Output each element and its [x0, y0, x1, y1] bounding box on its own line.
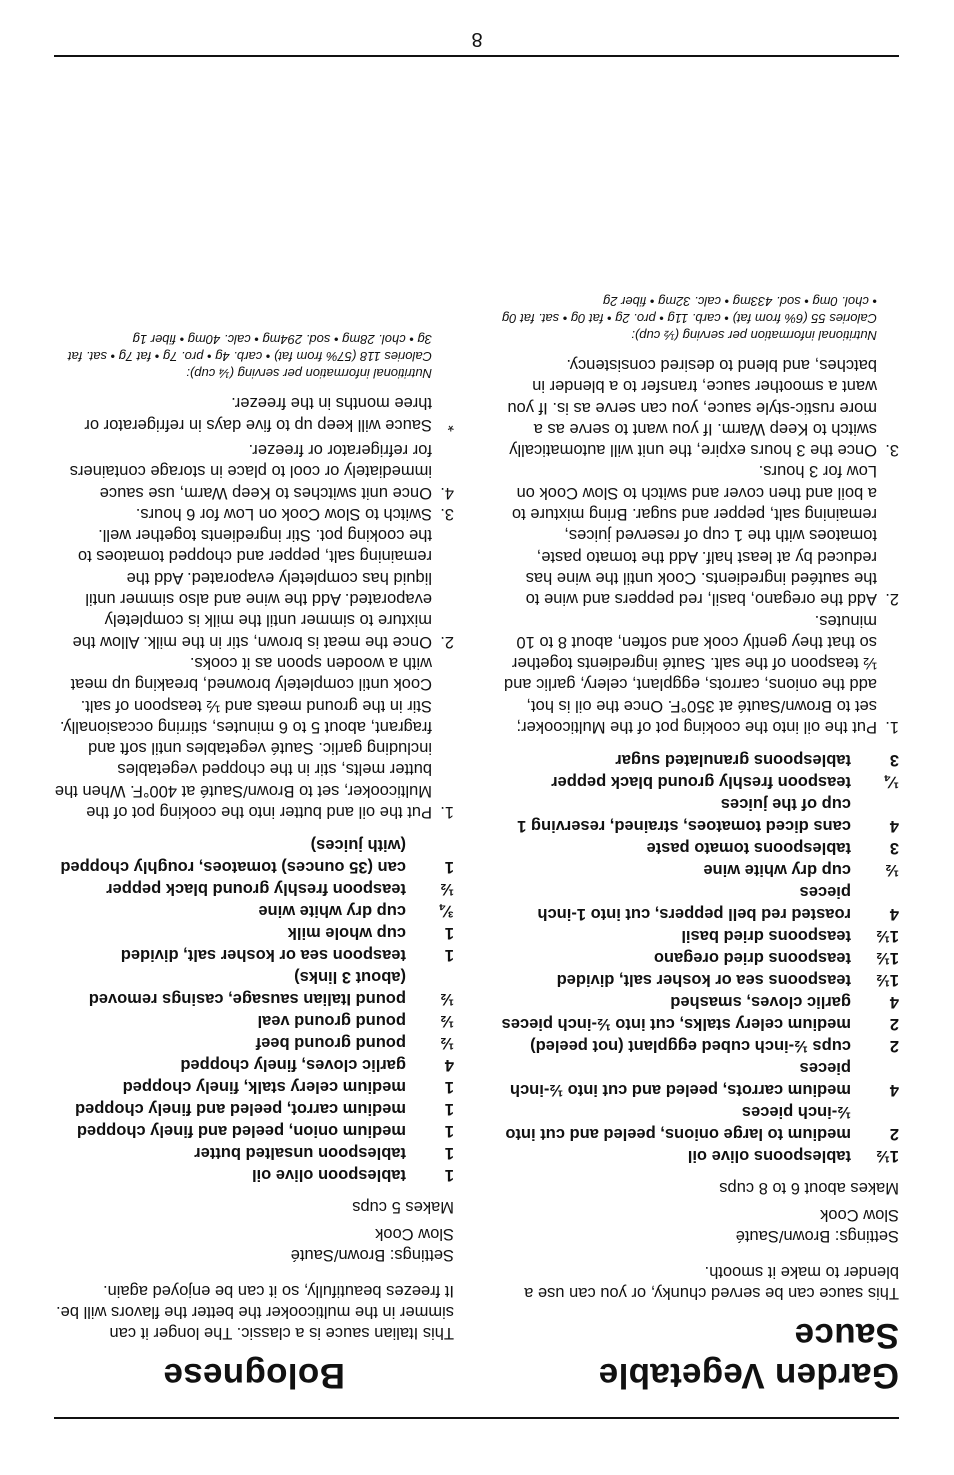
garden-sauce-column: [499, 293, 899, 1395]
ingredient-text: tablespoons olive oil: [687, 1147, 851, 1165]
ingredient-text: garlic cloves, finely chopped: [180, 1056, 406, 1074]
ingredient-qty: 2: [889, 1015, 899, 1033]
ingredient-text: tablespoons tomato paste: [646, 839, 851, 857]
ingredient-text: can (35 ounces) tomatoes, roughly chopped (with juices): [60, 836, 406, 876]
ingredient-row: [499, 1035, 899, 1057]
top-rule: [54, 1417, 899, 1419]
ingredient-row: [54, 966, 454, 1010]
settings-line: Slow Cook: [820, 1206, 899, 1224]
note-mark: *: [447, 415, 454, 434]
ingredient-row: [499, 1057, 899, 1101]
ingredient-text: pound ground beef: [255, 1034, 406, 1052]
ingredient-qty: 1: [444, 1166, 454, 1184]
ingredient-row: [54, 1076, 454, 1098]
ingredient-text: cups ½-inch cubed eggplant (not peeled): [530, 1037, 851, 1055]
ingredient-qty: ¾: [440, 902, 454, 920]
step: [499, 354, 899, 460]
ingredient-text: cup dry white wine: [258, 902, 406, 920]
step-text: Once the 3 hours expire, the unit will automatically switch to Keep Warm. If you want to serve as a more rustic-style sauce, you can serve as is. If you want a smoother sauce, transfer to a blender in batches, and blend to desired consistency.: [507, 355, 877, 460]
ingredient-qty: 1: [444, 1144, 454, 1162]
ingredient-qty: ½: [440, 990, 454, 1008]
step-text: Switch to Slow Cook on Low for 6 hours.: [135, 504, 432, 523]
step-number: 2.: [885, 590, 899, 609]
bolognese-column: [54, 331, 454, 1395]
ingredient-qty: 1: [444, 946, 454, 964]
page-number: 8: [471, 28, 483, 50]
ingredient-qty: 1: [444, 1122, 454, 1140]
ingredient-qty: 1: [444, 858, 454, 876]
ingredient-text: teaspoons dried basil: [681, 927, 851, 945]
ingredient-row: [54, 1032, 454, 1054]
ingredient-qty: 3: [889, 751, 899, 769]
ingredient-text: teaspoon sea or kosher salt, divided: [120, 946, 406, 964]
step-number: 1.: [885, 718, 899, 736]
ingredient-row: [54, 834, 454, 878]
ingredient-row: [499, 793, 899, 837]
ingredient-text: medium onion, peeled and finely chopped: [76, 1122, 406, 1140]
ingredient-row: [499, 991, 899, 1013]
ingredient-row: [499, 771, 899, 793]
ingredient-row: [499, 969, 899, 991]
step-text: Once the meat is brown, stir in the milk. Allow the mixture to simmer until the milk is completely evaporated. Add the wine and also simmer until liquid has completely evaporated. Add the remaining salt, pepper and chopped tomatoes to the cooking pot. Stir ingredients together well.: [72, 526, 432, 651]
ingredient-text: medium carrots, peeled and cut into ½-inch pieces: [509, 1059, 851, 1099]
ingredient-text: medium carrot, peeled and finely chopped: [75, 1100, 406, 1118]
ingredient-qty: ½: [440, 1034, 454, 1052]
bolognese-intro: This Italian sauce is a classic. The longer it can simmer in the multicooker the better the flavors will be. It freezes beautifully, so it can be enjoyed again.: [56, 1282, 454, 1342]
ingredient-qty: 3: [889, 839, 899, 857]
note-text: Sauce will keep up to five days in refrigerator or three months in the freezer.: [84, 394, 432, 434]
ingredient-text: tablespoons granulated sugar: [615, 751, 851, 769]
step-number: 2.: [440, 632, 454, 651]
step-number: 3.: [885, 441, 899, 460]
ingredient-qty: 4: [889, 1081, 899, 1099]
ingredient-row: [54, 1010, 454, 1032]
garden-sauce-settings: [499, 1204, 899, 1246]
step: [54, 439, 454, 503]
step-number: 3.: [440, 504, 454, 523]
garden-sauce-ingredients: [499, 749, 899, 1167]
ingredient-row: [499, 947, 899, 969]
ingredient-text: garlic cloves, smashed: [670, 993, 851, 1011]
ingredient-qty: 1½: [876, 1147, 899, 1165]
ingredient-qty: 2: [889, 1125, 899, 1143]
ingredient-text: teaspoon freshly ground black pepper: [106, 880, 406, 898]
garden-sauce-intro: This sauce can be served chunky, or you can use a blender to make it smooth.: [524, 1263, 899, 1302]
bolognese-steps: [54, 439, 454, 822]
bolognese-nutrition: [54, 331, 454, 382]
settings-line: Slow Cook: [375, 1225, 454, 1243]
step: [54, 503, 454, 524]
garden-sauce-steps: [499, 354, 899, 737]
ingredient-row: [499, 1145, 899, 1167]
ingredient-text: tablespoon olive oil: [251, 1166, 406, 1184]
ingredient-row: [54, 1142, 454, 1164]
ingredient-row: [54, 1098, 454, 1120]
ingredient-text: cup whole milk: [287, 924, 406, 942]
bolognese-settings: [54, 1223, 454, 1265]
ingredient-text: cans diced tomatoes, strained, reserving 1 cup of the juices: [517, 795, 851, 835]
ingredient-row: [499, 859, 899, 881]
ingredient-row: [54, 944, 454, 966]
step-text: Once unit switches to Keep Warm, use sauce immediately or cool to place in storage containers for refrigerator or freezer.: [69, 440, 432, 502]
ingredient-text: roasted red bell peppers, cut into 1-inch pieces: [537, 883, 851, 923]
bolognese-title: Bolognese: [163, 1356, 345, 1395]
ingredient-text: teaspoons dried oregano: [653, 949, 851, 967]
ingredient-text: pound Italian sausage, casings removed (about 3 links): [88, 968, 406, 1008]
ingredient-qty: 1½: [876, 971, 899, 989]
ingredient-text: teaspoons sea or kosher salt, divided: [556, 971, 851, 989]
ingredient-qty: 1: [444, 924, 454, 942]
step: [54, 652, 454, 822]
ingredient-row: [499, 1013, 899, 1035]
ingredient-row: [54, 900, 454, 922]
ingredient-row: [54, 922, 454, 944]
ingredient-qty: ½: [885, 861, 899, 879]
ingredient-text: teaspoon freshly ground black pepper: [551, 773, 851, 791]
ingredient-text: tablespoon unsalted butter: [194, 1144, 406, 1162]
ingredient-qty: 4: [889, 905, 899, 923]
ingredient-qty: 2: [889, 1037, 899, 1055]
ingredient-qty: ¼: [885, 773, 899, 791]
ingredient-row: [499, 925, 899, 947]
nutrition-heading: Nutritional information per serving (½ cup):: [631, 327, 877, 343]
garden-sauce-yield: Makes about 6 to 8 cups: [719, 1179, 899, 1197]
step-number: 4.: [440, 483, 454, 502]
ingredient-text: medium to large onions, peeled and cut into ½-inch pieces: [505, 1103, 851, 1143]
settings-line: Settings: Brown/Sauté: [290, 1246, 454, 1264]
ingredient-qty: 4: [889, 817, 899, 835]
bolognese-yield: Makes 5 cups: [352, 1198, 454, 1216]
ingredient-qty: 1: [444, 1100, 454, 1118]
ingredient-row: [499, 881, 899, 925]
nutrition-heading: Nutritional information per serving (¼ cup):: [186, 366, 432, 382]
ingredient-row: [54, 878, 454, 900]
garden-sauce-nutrition: [499, 293, 899, 344]
bottom-rule: [54, 55, 899, 57]
step-text: Add the oregano, basil, red peppers and wine to the sautéed ingredients. Cook until the wine has reduced by at least half. Add the tomato paste, tomatoes with the 1 cup of reserved juices, remaining salt, pepper and sugar. Bring mixture to a boil and then cover and switch to Slow Cook on Low for 3 hours.: [511, 462, 877, 609]
ingredient-text: cup dry white wine: [703, 861, 851, 879]
ingredient-qty: 1: [444, 1078, 454, 1096]
ingredient-row: [499, 749, 899, 771]
ingredient-qty: 4: [889, 993, 899, 1011]
ingredient-row: [499, 1101, 899, 1145]
nutrition-facts: Calories 55 (6% from fat) • carb. 11g • pro. 2g • fat 0g • sat. fat 0g • chol. 0mg • sod. 433mg • calc. 32mg • fiber 2g: [502, 293, 877, 326]
ingredient-qty: 1½: [876, 927, 899, 945]
ingredient-text: medium celery stalks, cut into ½-inch pieces: [501, 1015, 851, 1033]
bolognese-ingredients: [54, 834, 454, 1186]
ingredient-text: medium celery stalk, finely chopped: [122, 1078, 406, 1096]
ingredient-qty: 4: [444, 1056, 454, 1074]
step: [499, 609, 899, 737]
ingredient-qty: ½: [440, 880, 454, 898]
step: [54, 524, 454, 652]
ingredient-row: [54, 1120, 454, 1142]
storage-note: [54, 392, 454, 435]
ingredient-row: [54, 1054, 454, 1076]
ingredient-row: [499, 837, 899, 859]
step-text: Put the oil and butter into the cooking pot of the Multicooker, set to Brown/Sauté at 400°F. When the butter melts, stir in the chopped vegetables including garlic. Sauté vegetables until soft and fragrant, about 5 to 6 minutes, stirring occasionally. Stir in the ground meats and ½ teaspoon of salt. Cook until completely browned, breaking up meat with a wooden spoon as it cooks.: [54, 653, 432, 821]
step-text: Put the oil into the cooking pot of the Multicooker; set to Brown/Sauté at 350°F. Once the oil is hot, add the onions, carrots, eggplant, celery, garlic and ½ teaspoon of the salt. Sauté ingredients together so that they gently cook and soften, about 8 to 10 minutes.: [504, 611, 877, 736]
nutrition-facts: Calories 118 (57% from fat) • carb. 4g • pro. 7g • fat 7g • sat. fat 3g • chol. 28mg • sod. 294mg • calc. 40mg • fiber 1g: [67, 332, 432, 365]
step: [499, 460, 899, 609]
garden-sauce-title: Garden Vegetable Sauce: [598, 1316, 899, 1395]
ingredient-qty: 1½: [876, 949, 899, 967]
ingredient-text: pound ground veal: [257, 1012, 406, 1030]
ingredient-row: [54, 1164, 454, 1186]
step-number: 1.: [440, 803, 454, 821]
ingredient-qty: ½: [440, 1012, 454, 1030]
settings-line: Settings: Brown/Sauté: [735, 1227, 899, 1245]
